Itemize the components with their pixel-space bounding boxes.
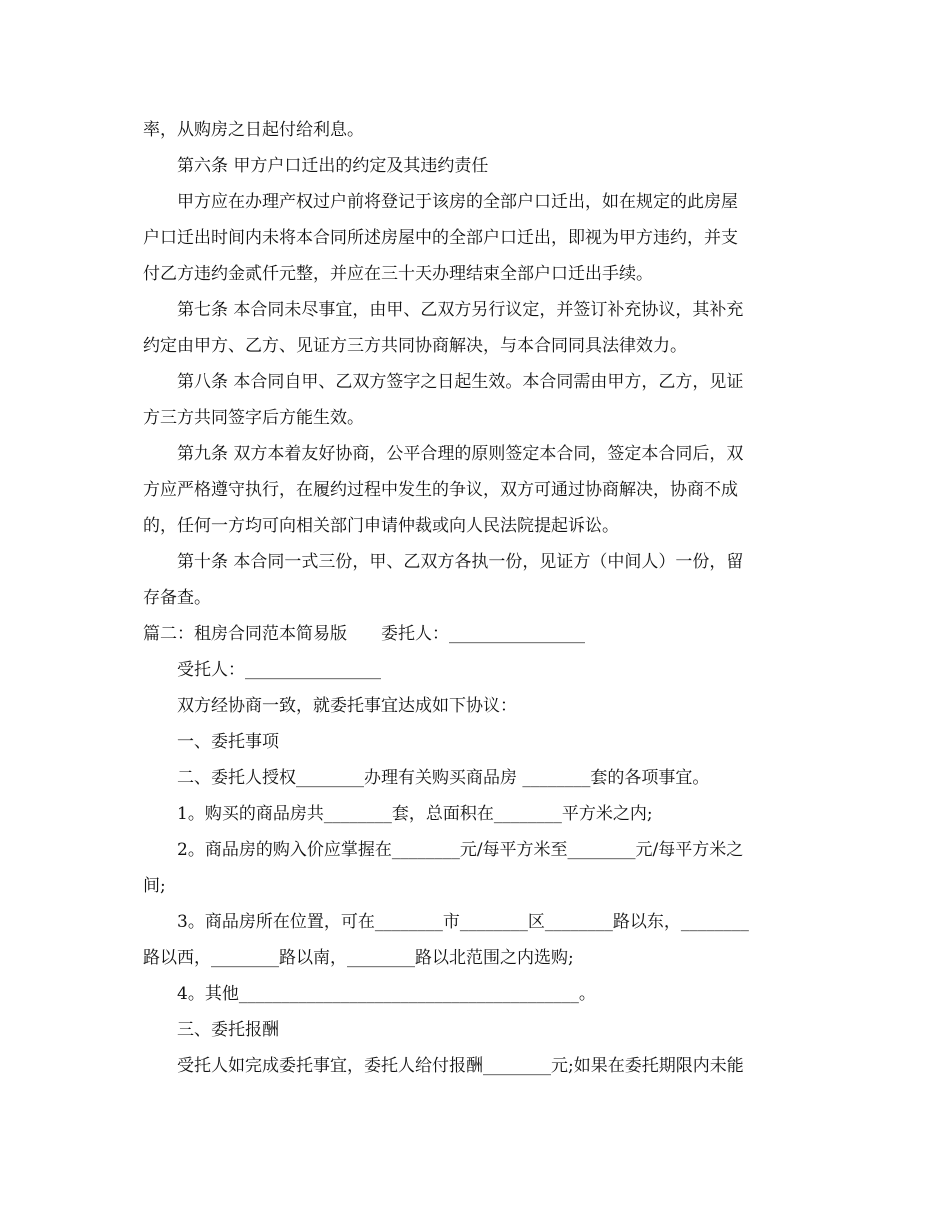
text-line: 第八条 本合同自甲、乙双方签字之日起生效。本合同需由甲方，乙方，见证	[177, 372, 744, 392]
text-line: 第十条 本合同一式三份，甲、乙双方各执一份，见证方（中间人）一份，留	[177, 552, 744, 572]
text-line: 付乙方违约金贰仟元整，并应在三十天办理结束全部户口迁出手续。	[143, 264, 653, 284]
text-line: 第九条 双方本着友好协商，公平合理的原则签定本合同，签定本合同后，双	[177, 444, 744, 464]
text-line: 1。购买的商品房共________套，总面积在________平方米之内;	[177, 804, 653, 824]
text-line: 率，从购房之日起付给利息。	[143, 120, 364, 140]
article-heading: 第六条 甲方户口迁出的约定及其违约责任	[177, 156, 489, 176]
text-line: 3。商品房所在位置，可在________市________区________路以东，________	[177, 912, 749, 932]
text-line: 间;	[143, 876, 166, 896]
text-line: 路以西，________路以南，________路以北范围之内选购;	[143, 948, 574, 968]
text-line: 户口迁出时间内未将本合同所述房屋中的全部户口迁出，即视为甲方违约，并支	[143, 228, 738, 248]
text-line: 方三方共同签字后方能生效。	[143, 408, 364, 428]
text-line: 约定由甲方、乙方、见证方三方共同协商解决，与本合同同具法律效力。	[143, 336, 687, 356]
text-line: 二、委托人授权________办理有关购买商品房 ________套的各项事宜。	[177, 768, 710, 788]
text-line: 受托人如完成委托事宜，委托人给付报酬________元;如果在委托期限内未能	[177, 1056, 744, 1076]
text-line: 的，任何一方均可向相关部门申请仲裁或向人民法院提起诉讼。	[143, 516, 619, 536]
section-heading: 篇二：租房合同范本简易版 委托人：________________	[143, 624, 585, 644]
text-line: 三、委托报酬	[177, 1020, 279, 1040]
text-line: 第七条 本合同未尽事宜，由甲、乙双方另行议定，并签订补充协议，其补充	[177, 300, 744, 320]
text-line: 4。其他________________________________________。	[177, 984, 596, 1004]
text-line: 双方经协商一致，就委托事宜达成如下协议：	[177, 696, 517, 716]
text-line: 一、委托事项	[177, 732, 279, 752]
document-body	[143, 112, 808, 1084]
text-line: 受托人：________________	[177, 660, 381, 680]
text-line: 2。商品房的购入价应掌握在________元/每平方米至________元/每平方米之	[177, 840, 744, 860]
text-line: 甲方应在办理产权过户前将登记于该房的全部户口迁出，如在规定的此房屋	[177, 192, 738, 212]
text-line: 方应严格遵守执行，在履约过程中发生的争议，双方可通过协商解决，协商不成	[143, 480, 738, 500]
text-line: 存备查。	[143, 588, 211, 608]
